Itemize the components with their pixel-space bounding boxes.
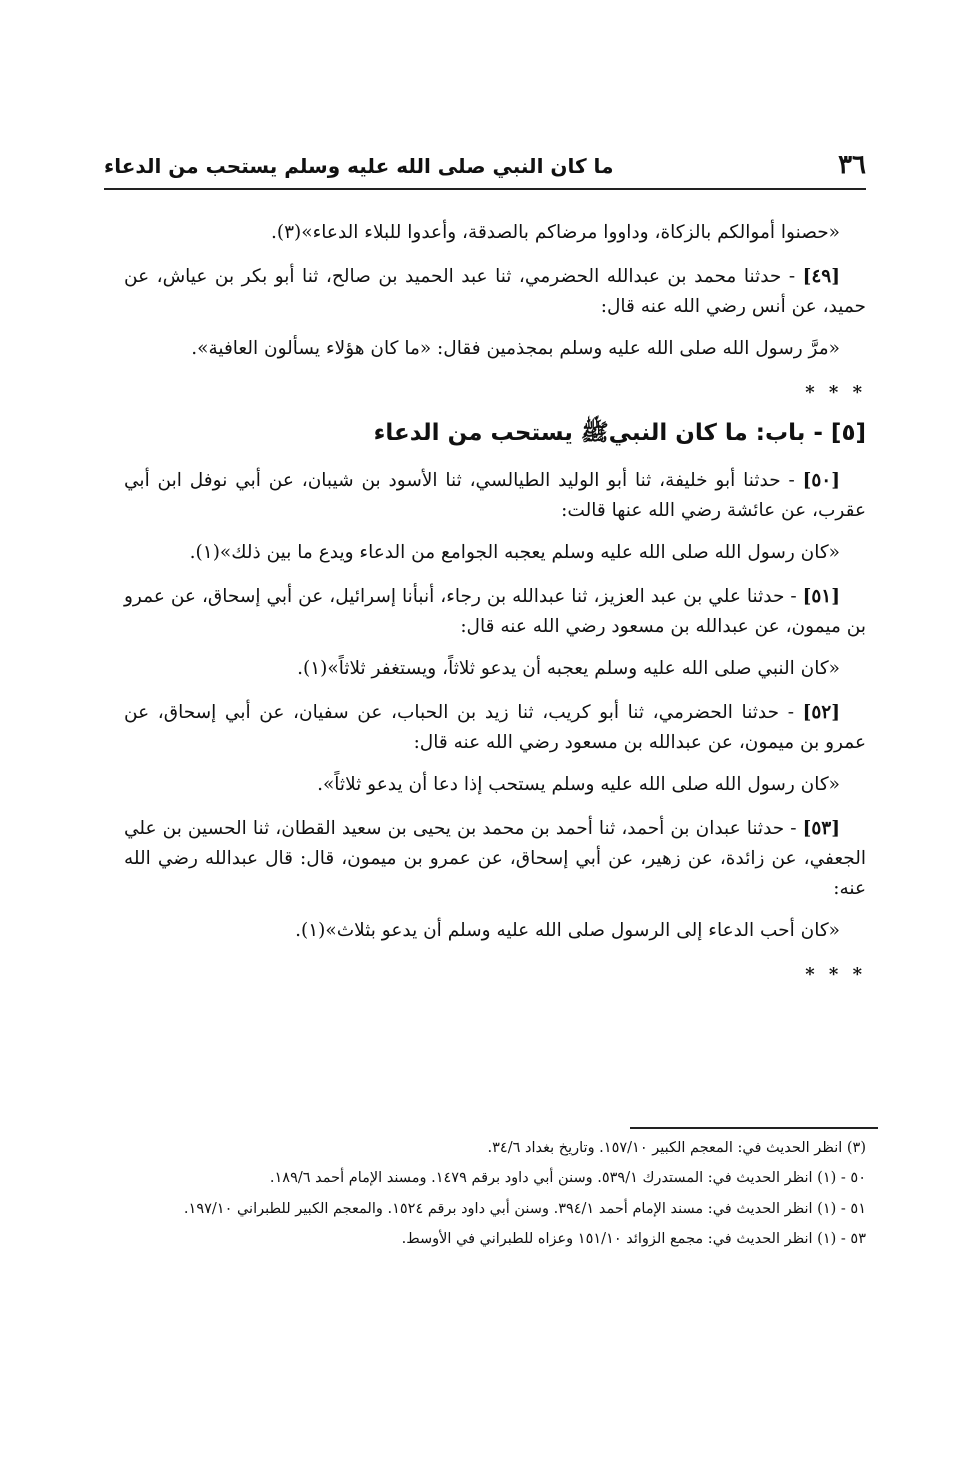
hadith-52-text: «كان رسول الله صلى الله عليه وسلم يستحب إذا دعا أن يدعو ثلاثاً». xyxy=(317,774,840,796)
chapter-heading: [٥] - باب: ما كان النبيﷺ يستحب من الدعاء xyxy=(373,420,866,447)
quote-paragraph: «حصنوا أموالكم بالزكاة، وداووا مرضاكم بالصدقة، وأعدوا للبلاء الدعاء»(٣). xyxy=(270,222,840,243)
hadith-52 xyxy=(124,698,866,758)
footnote-divider xyxy=(630,1127,878,1129)
hadith-53-text: «كان أحب الدعاء إلى الرسول صلى الله عليه وسلم أن يدعو بثلاث»(١). xyxy=(295,919,840,941)
hadith-number: [٥٣] xyxy=(802,818,840,839)
page-header xyxy=(104,148,866,190)
hadith-49 xyxy=(124,262,866,322)
section-separator: * * * xyxy=(805,963,866,985)
hadith-chain: - حدثنا الحضرمي، ثنا أبو كريب، ثنا زيد بن الحباب، عن سفيان، عن أبي إسحاق، عن عمرو بن ميمون، عن عبدالله بن مسعود رضي الله عنه قال: xyxy=(124,702,866,754)
hadith-number: [٤٩] xyxy=(802,265,840,287)
main-text xyxy=(124,218,866,997)
footnote: ٥٣ - (١) انظر الحديث في: مجمع الزوائد ١٥١/١٠ وعزاه للطبراني في الأوسط. xyxy=(401,1231,866,1248)
hadith-chain: - حدثنا أبو خليفة، ثنا أبو الوليد الطيالسي، ثنا الأسود بن شيبان، عن أبي نوفل ابن أبي عقرب، عن عائشة رضي الله عنها قالت: xyxy=(124,470,866,522)
footnotes xyxy=(122,1136,866,1258)
hadith-50 xyxy=(124,466,866,526)
hadith-chain: - حدثنا عبدان بن أحمد، ثنا أحمد بن محمد بن يحيى بن سعيد القطان، ثنا الحسين بن علي الجعفي، عن زائدة، عن زهير، عن أبي إسحاق، عن عمرو بن ميمون، قال: قال عبدالله رضي الله عنه: xyxy=(124,818,866,899)
hadith-number: [٥٢] xyxy=(802,702,840,724)
page-number: ٣٦ xyxy=(838,150,866,180)
hadith-50-text: «كان رسول الله صلى الله عليه وسلم يعجبه الجوامع من الدعاء ويدع ما بين ذلك»(١). xyxy=(189,542,840,564)
hadith-51-text: «كان النبي صلى الله عليه وسلم يعجبه أن يدعو ثلاثاً، ويستغفر ثلاثاً»(١). xyxy=(297,658,840,680)
footnote: ٥١ - (١) انظر الحديث في: مسند الإمام أحمد ٣٩٤/١. وسنن أبي داود برقم ١٥٢٤. والمعجم الكبير للطبراني ١٩٧/١٠. xyxy=(183,1200,866,1217)
hadith-chain: - حدثنا محمد بن عبدالله الحضرمي، ثنا عبد الحميد بن صالح، ثنا أبو بكر بن عياش، عن حميد، عن أنس رضي الله عنه قال: xyxy=(124,265,866,317)
hadith-51 xyxy=(124,582,866,642)
hadith-49-text: «مرَّ رسول الله صلى الله عليه وسلم بمجذمين فقال: «ما كان هؤلاء يسألون العافية». xyxy=(191,337,840,359)
hadith-chain: - حدثنا علي بن عبد العزيز، ثنا عبدالله بن رجاء، أنبأنا إسرائيل، عن أبي إسحاق، عن عمرو بن ميمون، عن عبدالله بن مسعود رضي الله عنه قال: xyxy=(124,586,866,638)
hadith-number: [٥٠] xyxy=(802,470,840,492)
hadith-number: [٥١] xyxy=(802,586,840,608)
section-separator: * * * xyxy=(805,381,866,403)
footnote: ٥٠ - (١) انظر الحديث في: المستدرك ٥٣٩/١. وسنن أبي داود برقم ١٤٧٩. ومسند الإمام أحمد ١٨٩/٦. xyxy=(269,1170,866,1187)
footnote: (٣) انظر الحديث في: المعجم الكبير ١٥٧/١٠. وتاريخ بغداد ٣٤/٦. xyxy=(487,1140,866,1156)
running-title: ما كان النبي صلى الله عليه وسلم يستحب من الدعاء xyxy=(104,154,614,178)
hadith-53 xyxy=(124,814,866,904)
